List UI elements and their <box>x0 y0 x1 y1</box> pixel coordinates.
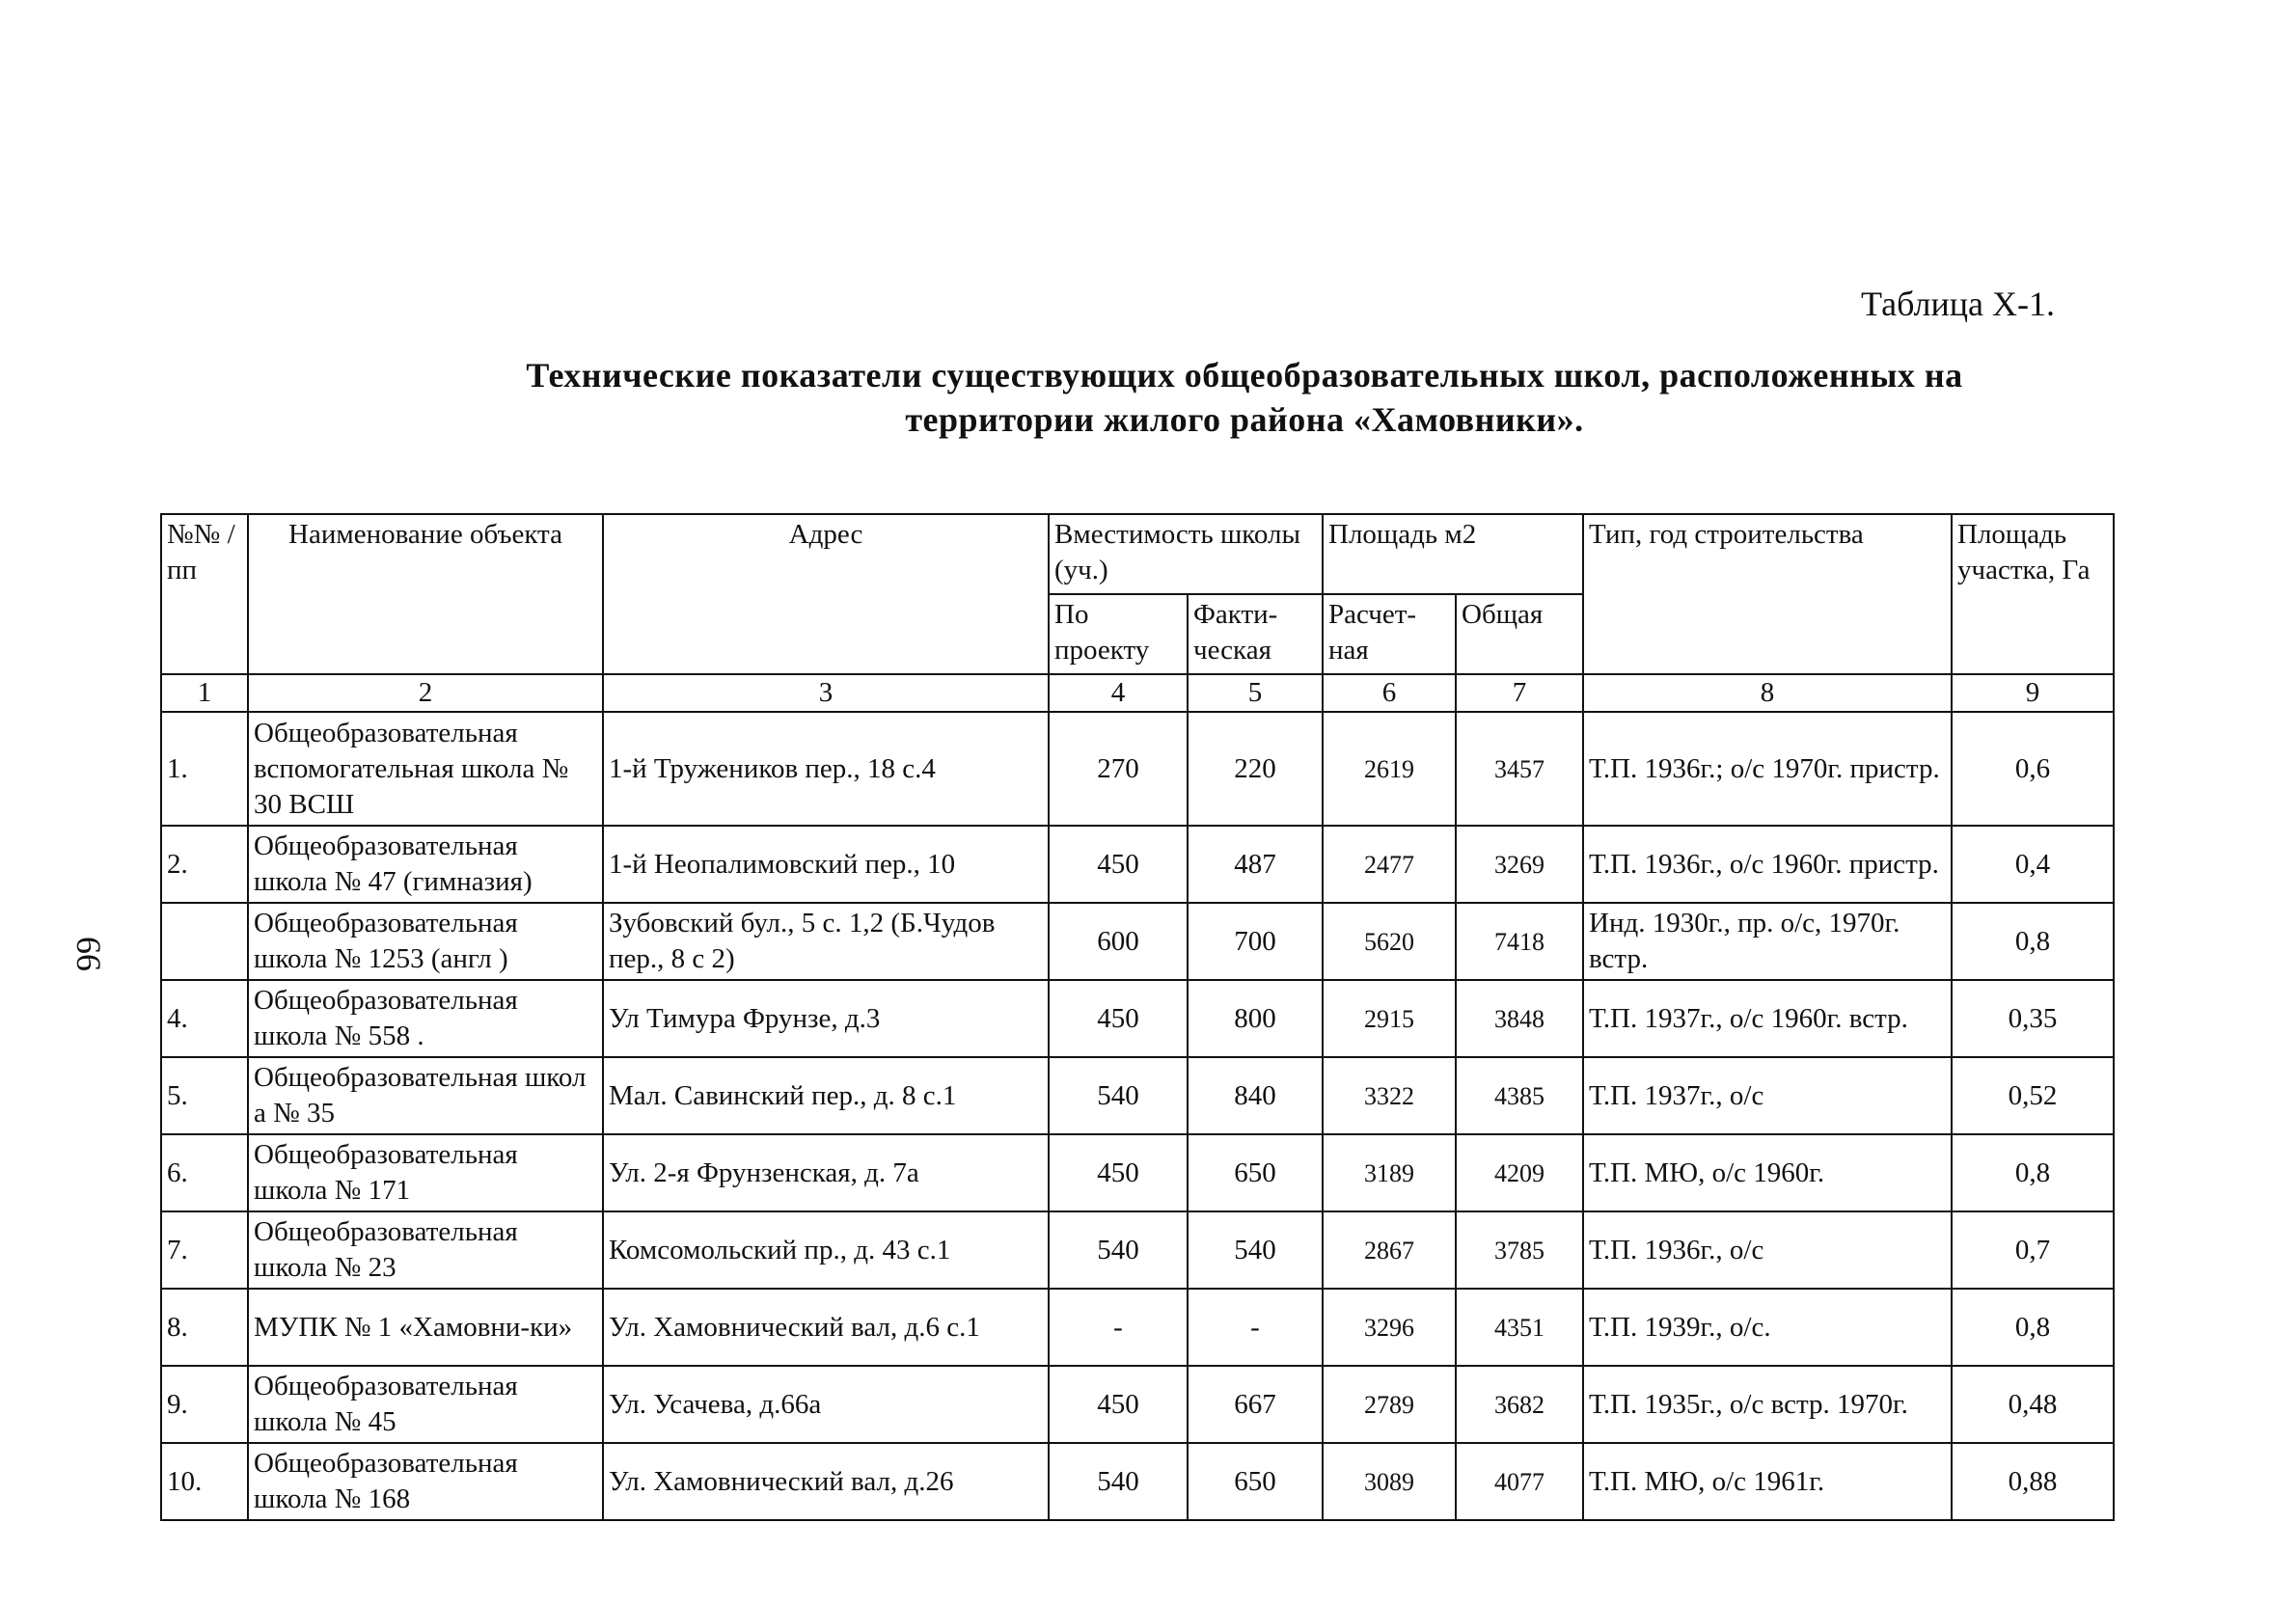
row-plot-area: 0,88 <box>1952 1443 2114 1520</box>
row-capacity-actual: 650 <box>1188 1443 1323 1520</box>
row-capacity-actual: 220 <box>1188 712 1323 826</box>
row-address: Комсомольский пр., д. 43 с.1 <box>603 1211 1049 1289</box>
schools-table <box>160 513 2115 1521</box>
row-type-year: Т.П. 1937г., о/с <box>1583 1057 1952 1134</box>
row-num: 8. <box>161 1289 248 1366</box>
row-type-year: Т.П. МЮ, о/с 1961г. <box>1583 1443 1952 1520</box>
row-name: Общеобразовательная школа № 23 <box>248 1211 603 1289</box>
row-address: Зубовский бул., 5 с. 1,2 (Б.Чудов пер., 8 с 2) <box>603 903 1049 980</box>
column-index: 9 <box>1952 674 2114 712</box>
table-row <box>161 712 2114 826</box>
table-row <box>161 1289 2114 1366</box>
row-plot-area: 0,48 <box>1952 1366 2114 1443</box>
row-address: Ул. Хамовнический вал, д.26 <box>603 1443 1049 1520</box>
page-number: 66 <box>69 937 108 971</box>
row-address: 1-й Неопалимовский пер., 10 <box>603 826 1049 903</box>
row-capacity-project: 450 <box>1049 826 1188 903</box>
row-plot-area: 0,4 <box>1952 826 2114 903</box>
table-label: Таблица Х-1. <box>1861 285 2055 323</box>
table-row <box>161 903 2114 980</box>
row-num: 4. <box>161 980 248 1057</box>
row-capacity-actual: 650 <box>1188 1134 1323 1211</box>
row-name: Общеобразовательная школа № 47 (гимназия) <box>248 826 603 903</box>
column-index: 2 <box>248 674 603 712</box>
row-num <box>161 903 248 980</box>
header-area-calc: Расчет-ная <box>1323 594 1456 674</box>
row-area-calc: 3296 <box>1323 1289 1456 1366</box>
row-plot-area: 0,8 <box>1952 1289 2114 1366</box>
row-capacity-project: 540 <box>1049 1443 1188 1520</box>
row-capacity-project: 450 <box>1049 1134 1188 1211</box>
row-type-year: Т.П. 1936г.; о/с 1970г. пристр. <box>1583 712 1952 826</box>
column-index: 1 <box>161 674 248 712</box>
row-area-calc: 3089 <box>1323 1443 1456 1520</box>
row-area-calc: 2867 <box>1323 1211 1456 1289</box>
row-name: Общеобразовательная школ а № 35 <box>248 1057 603 1134</box>
row-name: Общеобразовательная школа № 558 . <box>248 980 603 1057</box>
row-capacity-actual: 840 <box>1188 1057 1323 1134</box>
row-area-total: 3269 <box>1456 826 1583 903</box>
row-capacity-actual: 540 <box>1188 1211 1323 1289</box>
row-num: 10. <box>161 1443 248 1520</box>
header-type-year: Тип, год строительства <box>1583 514 1952 674</box>
row-capacity-project: 450 <box>1049 980 1188 1057</box>
row-type-year: Инд. 1930г., пр. о/с, 1970г. встр. <box>1583 903 1952 980</box>
column-index: 7 <box>1456 674 1583 712</box>
column-index: 4 <box>1049 674 1188 712</box>
row-name: Общеобразовательная вспомогательная школа № 30 ВСШ <box>248 712 603 826</box>
row-capacity-actual: - <box>1188 1289 1323 1366</box>
header-capacity-project: По проекту <box>1049 594 1188 674</box>
title-line-1: Технические показатели существующих общеобразовательных школ, расположенных на <box>526 356 1963 394</box>
row-num: 5. <box>161 1057 248 1134</box>
header-capacity-actual: Факти-ческая <box>1188 594 1323 674</box>
row-area-calc: 3322 <box>1323 1057 1456 1134</box>
table-row <box>161 1443 2114 1520</box>
row-area-calc: 3189 <box>1323 1134 1456 1211</box>
row-area-calc: 2477 <box>1323 826 1456 903</box>
row-name: МУПК № 1 «Хамовни-ки» <box>248 1289 603 1366</box>
row-capacity-project: 600 <box>1049 903 1188 980</box>
row-area-calc: 2619 <box>1323 712 1456 826</box>
row-type-year: Т.П. 1936г., о/с <box>1583 1211 1952 1289</box>
row-area-calc: 2915 <box>1323 980 1456 1057</box>
row-area-total: 7418 <box>1456 903 1583 980</box>
row-capacity-project: 450 <box>1049 1366 1188 1443</box>
row-capacity-project: 540 <box>1049 1057 1188 1134</box>
column-index: 3 <box>603 674 1049 712</box>
row-capacity-project: 540 <box>1049 1211 1188 1289</box>
row-type-year: Т.П. 1939г., о/с. <box>1583 1289 1952 1366</box>
row-address: Ул. Хамовнический вал, д.6 с.1 <box>603 1289 1049 1366</box>
title-line-2: территории жилого района «Хамовники». <box>905 400 1584 439</box>
column-index: 8 <box>1583 674 1952 712</box>
row-plot-area: 0,6 <box>1952 712 2114 826</box>
row-plot-area: 0,52 <box>1952 1057 2114 1134</box>
row-address: Ул. 2-я Фрунзенская, д. 7а <box>603 1134 1049 1211</box>
header-address: Адрес <box>603 514 1049 674</box>
header-plot-area: Площадь участка, Га <box>1952 514 2114 674</box>
header-area: Площадь м2 <box>1323 514 1583 594</box>
row-num: 2. <box>161 826 248 903</box>
row-area-total: 3785 <box>1456 1211 1583 1289</box>
header-name: Наименование объекта <box>248 514 603 674</box>
row-num: 7. <box>161 1211 248 1289</box>
row-capacity-project: - <box>1049 1289 1188 1366</box>
table-row <box>161 826 2114 903</box>
page-title <box>405 353 2084 442</box>
row-plot-area: 0,8 <box>1952 1134 2114 1211</box>
row-name: Общеобразовательная школа № 168 <box>248 1443 603 1520</box>
row-address: Ул. Усачева, д.66а <box>603 1366 1049 1443</box>
row-area-total: 3457 <box>1456 712 1583 826</box>
row-plot-area: 0,35 <box>1952 980 2114 1057</box>
row-area-calc: 2789 <box>1323 1366 1456 1443</box>
row-type-year: Т.П. 1936г., о/с 1960г. пристр. <box>1583 826 1952 903</box>
table-row <box>161 980 2114 1057</box>
row-area-total: 4209 <box>1456 1134 1583 1211</box>
row-type-year: Т.П. 1937г., о/с 1960г. встр. <box>1583 980 1952 1057</box>
header-capacity: Вместимость школы (уч.) <box>1049 514 1323 594</box>
row-num: 1. <box>161 712 248 826</box>
row-area-total: 4351 <box>1456 1289 1583 1366</box>
row-name: Общеобразовательная школа № 1253 (англ ) <box>248 903 603 980</box>
column-index: 6 <box>1323 674 1456 712</box>
row-address: 1-й Тружеников пер., 18 с.4 <box>603 712 1049 826</box>
header-num: №№ /пп <box>161 514 248 674</box>
row-area-total: 4077 <box>1456 1443 1583 1520</box>
row-address: Ул Тимура Фрунзе, д.3 <box>603 980 1049 1057</box>
header-area-total: Общая <box>1456 594 1583 674</box>
table-row <box>161 1134 2114 1211</box>
row-type-year: Т.П. 1935г., о/с встр. 1970г. <box>1583 1366 1952 1443</box>
column-index: 5 <box>1188 674 1323 712</box>
row-capacity-actual: 700 <box>1188 903 1323 980</box>
row-num: 6. <box>161 1134 248 1211</box>
table-row <box>161 1366 2114 1443</box>
table-row <box>161 1057 2114 1134</box>
table-row <box>161 1211 2114 1289</box>
row-name: Общеобразовательная школа № 45 <box>248 1366 603 1443</box>
row-plot-area: 0,8 <box>1952 903 2114 980</box>
row-capacity-project: 270 <box>1049 712 1188 826</box>
row-capacity-actual: 487 <box>1188 826 1323 903</box>
row-area-total: 3682 <box>1456 1366 1583 1443</box>
row-plot-area: 0,7 <box>1952 1211 2114 1289</box>
row-area-calc: 5620 <box>1323 903 1456 980</box>
row-area-total: 4385 <box>1456 1057 1583 1134</box>
row-name: Общеобразовательная школа № 171 <box>248 1134 603 1211</box>
row-address: Мал. Савинский пер., д. 8 с.1 <box>603 1057 1049 1134</box>
row-num: 9. <box>161 1366 248 1443</box>
row-type-year: Т.П. МЮ, о/с 1960г. <box>1583 1134 1952 1211</box>
row-capacity-actual: 667 <box>1188 1366 1323 1443</box>
row-area-total: 3848 <box>1456 980 1583 1057</box>
row-capacity-actual: 800 <box>1188 980 1323 1057</box>
